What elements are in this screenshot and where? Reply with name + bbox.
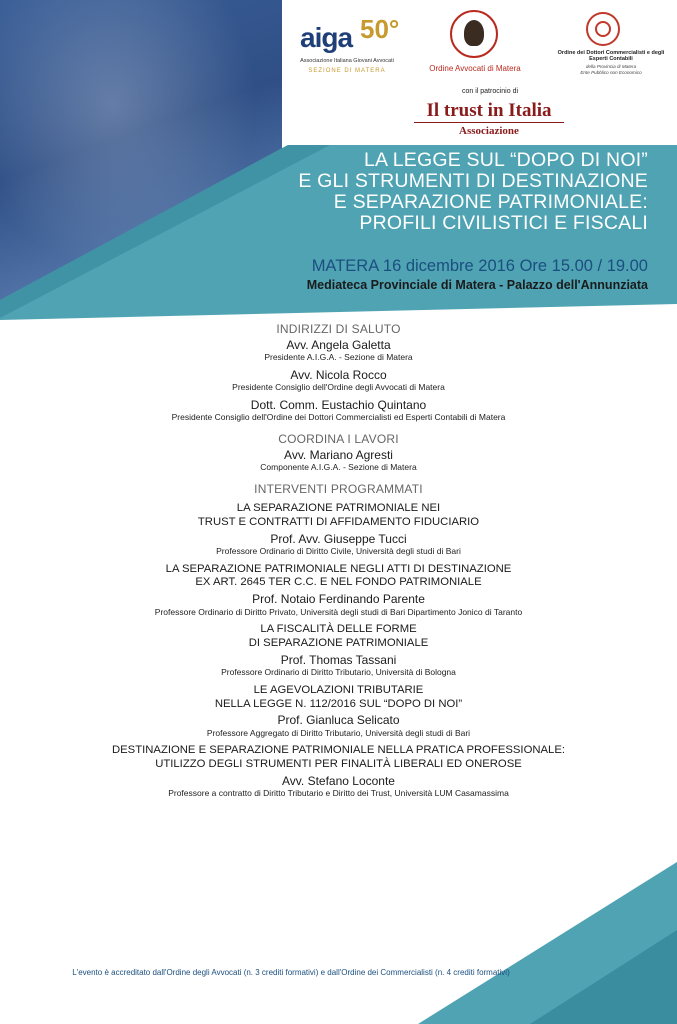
trust-logo-subtitle: Associazione: [459, 125, 519, 137]
speaker-role: Presidente Consiglio dell'Ordine degli Avvocati di Matera: [232, 382, 445, 393]
trust-logo-title: Il trust in Italia: [426, 100, 552, 121]
talk-title: [20, 744, 657, 772]
trust-logo-rule: [414, 122, 564, 123]
program: [20, 322, 657, 804]
ordine-commercialisti-emblem-icon: [586, 12, 620, 46]
speaker-name: Avv. Angela Galetta: [286, 338, 391, 352]
ordine-commercialisti-sub: [550, 64, 672, 75]
speaker-name: Prof. Thomas Tassani: [280, 652, 397, 667]
talk-title-line: NELLA LEGGE N. 112/2016 SUL “DOPO DI NOI”: [214, 697, 463, 710]
ordine-commercialisti-name: Ordine dei Dottori Commercialisti e degli Esperti Contabili: [557, 50, 665, 63]
talk-title: [20, 684, 657, 712]
speaker-name: Avv. Stefano Loconte: [282, 773, 395, 788]
aiga-wordmark: aiga: [300, 22, 353, 53]
talk-title-line: EX ART. 2645 TER C.C. E NEL FONDO PATRIMONIALE: [195, 576, 482, 589]
section-heading-coordina: COORDINA I LAVORI: [278, 432, 399, 447]
ordine-commercialisti-sub1: della Provincia di Matera: [585, 64, 637, 69]
event-title-line: LA LEGGE SUL “DOPO DI NOI”: [363, 149, 648, 171]
talk-title: [20, 502, 657, 530]
event-date-time: MATERA 16 dicembre 2016 Ore 15.00 / 19.00: [311, 257, 648, 275]
talk-title-line: TRUST E CONTRATTI DI AFFIDAMENTO FIDUCIARIO: [197, 515, 480, 528]
event-title-line: PROFILI CIVILISTICI E FISCALI: [359, 211, 648, 234]
talk-title-line: DESTINAZIONE E SEPARAZIONE PATRIMONIALE NELLA PRATICA PROFESSIONALE:: [111, 744, 566, 757]
speaker-role: Professore Ordinario di Diritto Civile, Università degli studi di Bari: [216, 546, 461, 557]
talk-title: [20, 563, 657, 591]
speaker-name: Prof. Avv. Giuseppe Tucci: [270, 531, 407, 546]
talk-title-line: UTILIZZO DEGLI STRUMENTI PER FINALITÀ LIBERALI ED ONEROSE: [155, 758, 522, 771]
speaker-role: Professore Ordinario di Diritto Tributario, Università di Bologna: [221, 667, 456, 678]
talk-title-line: LE AGEVOLAZIONI TRIBUTARIE: [253, 683, 424, 696]
speaker-role: Professore a contratto di Diritto Tributario e Diritto dei Trust, Università LUM Casamassima: [168, 788, 509, 799]
speaker-role: Professore Aggregato di Diritto Tributario, Università degli studi di Bari: [206, 727, 471, 738]
event-title-line: E SEPARAZIONE PATRIMONIALE:: [333, 190, 648, 213]
section-heading-saluti: INDIRIZZI DI SALUTO: [276, 322, 401, 336]
speaker-role: Professore Ordinario di Diritto Privato, Università degli studi di Bari Dipartimento Jonico di Taranto: [154, 606, 523, 617]
event-title: [200, 150, 648, 233]
talk-title-line: DI SEPARAZIONE PATRIMONIALE: [248, 637, 429, 649]
talk-title-line: LA SEPARAZIONE PATRIMONIALE NEGLI ATTI DI DESTINAZIONE: [165, 562, 512, 575]
speaker-role: Presidente A.I.G.A. - Sezione di Matera: [264, 352, 413, 363]
speaker-name: Prof. Gianluca Selicato: [277, 713, 400, 728]
section-heading-interventi: INTERVENTI PROGRAMMATI: [254, 482, 423, 497]
speaker-name: Avv. Mariano Agresti: [284, 448, 393, 463]
patrocinio-label: con il patrocinio di: [461, 88, 519, 95]
event-venue: Mediateca Provinciale di Matera - Palazzo dell'Annunziata: [306, 278, 648, 292]
speaker-name: Prof. Notaio Ferdinando Parente: [252, 592, 425, 607]
speaker-role: Presidente Consiglio dell'Ordine dei Dottori Commercialisti ed Esperti Contabili di Matera: [171, 412, 506, 423]
speaker-name: Avv. Nicola Rocco: [290, 368, 387, 383]
talk-title-line: LA SEPARAZIONE PATRIMONIALE NEI: [236, 502, 441, 515]
ordine-avvocati-emblem-icon: [450, 10, 498, 58]
accreditation-note: L'evento è accreditato dall'Ordine degli Avvocati (n. 3 crediti formativi) e dall'Ordine dei Commercialisti (n. 4 crediti formativi): [72, 968, 510, 977]
talk-title-line: LA FISCALITÀ DELLE FORME: [260, 623, 417, 636]
aiga-anniversary: 50°: [360, 14, 400, 44]
aiga-section: SEZIONE DI MATERA: [308, 68, 386, 74]
talk-title: [20, 623, 657, 651]
event-title-line: E GLI STRUMENTI DI DESTINAZIONE: [298, 169, 648, 192]
speaker-role: Componente A.I.G.A. - Sezione di Matera: [260, 462, 417, 473]
logo-strip: [282, 0, 677, 145]
aiga-subtitle: Associazione Italiana Giovani Avvocati: [300, 58, 394, 64]
ordine-avvocati-name: Ordine Avvocati di Matera: [429, 64, 521, 73]
ordine-commercialisti-sub2: Ente Pubblico non Economico: [580, 69, 642, 75]
speaker-name: Dott. Comm. Eustachio Quintano: [250, 398, 427, 413]
